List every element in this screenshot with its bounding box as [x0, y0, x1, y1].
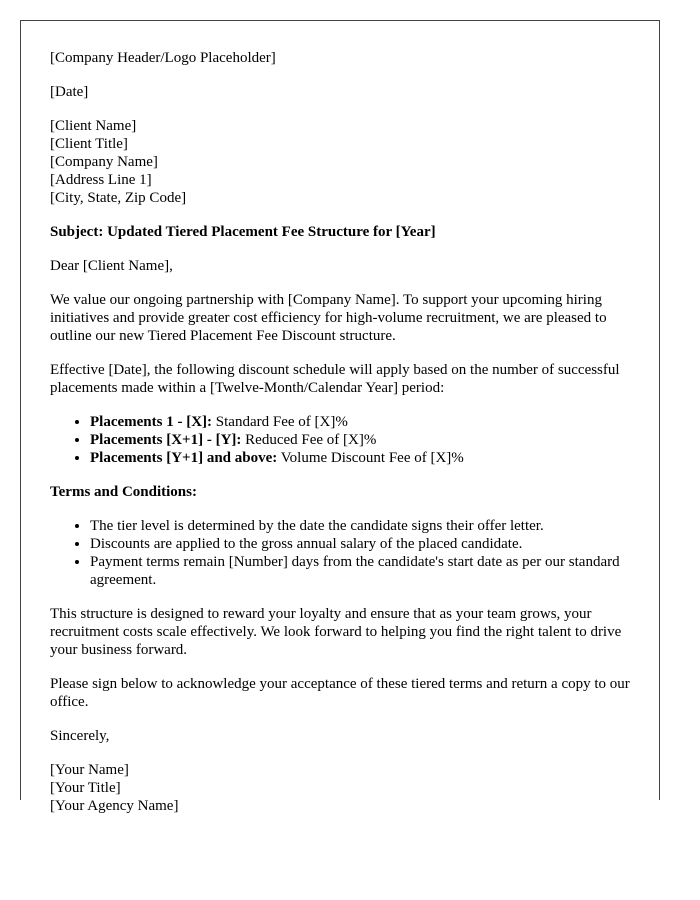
tier-text: Standard Fee of [X]%	[212, 414, 348, 430]
intro-paragraph: We value our ongoing partnership with [Company Name]. To support your upcoming hiring initiatives and provide greater cost efficiency for high-volume recruitment, we are pleased to outline our new Tiered Placement Fee Discount structure.	[50, 292, 607, 344]
recipient-name: [Client Name]	[50, 118, 137, 134]
tier-label: Placements [X+1] - [Y]:	[90, 432, 242, 448]
signature-block	[50, 761, 640, 815]
tier-text: Volume Discount Fee of [X]%	[277, 450, 464, 466]
letter-subject: Subject: Updated Tiered Placement Fee Structure for [Year]	[50, 224, 436, 240]
tier-label: Placements [Y+1] and above:	[90, 450, 278, 466]
recipient-address	[50, 117, 640, 207]
terms-item: • The tier level is determined by the date the candidate signs their offer letter.	[90, 517, 640, 535]
terms-heading: Terms and Conditions:	[50, 484, 197, 500]
letter-page	[20, 20, 660, 814]
sender-agency: [Your Agency Name]	[50, 798, 179, 814]
letter-content	[50, 49, 640, 831]
letter-date: [Date]	[50, 84, 89, 100]
recipient-company: [Company Name]	[50, 154, 158, 170]
tier-item	[90, 413, 640, 431]
closing-paragraph: This structure is designed to reward your loyalty and ensure that as your team grows, your recruitment costs scale effectively. We look forward to helping you find the right talent to drive your business forward.	[50, 606, 622, 658]
recipient-city-state-zip: [City, State, Zip Code]	[50, 190, 187, 206]
salutation: Dear [Client Name],	[50, 258, 173, 274]
tier-text: Reduced Fee of [X]%	[241, 432, 377, 448]
tier-item	[90, 449, 640, 467]
tier-label: Placements 1 - [X]:	[90, 414, 213, 430]
recipient-title: [Client Title]	[50, 136, 128, 152]
company-logo-placeholder: [Company Header/Logo Placeholder]	[50, 50, 276, 66]
tier-list	[50, 413, 640, 467]
schedule-intro-paragraph: Effective [Date], the following discount schedule will apply based on the number of successful placements made within a [Twelve-Month/Calendar Year] period:	[50, 362, 620, 396]
terms-item: • Payment terms remain [Number] days from the candidate's start date as per our standard agreement.	[90, 553, 640, 589]
tier-item	[90, 431, 640, 449]
sender-title: [Your Title]	[50, 780, 121, 796]
terms-item: • Discounts are applied to the gross annual salary of the placed candidate.	[90, 535, 640, 553]
sign-request-paragraph: Please sign below to acknowledge your acceptance of these tiered terms and return a copy to our office.	[50, 676, 630, 710]
recipient-address-line: [Address Line 1]	[50, 172, 152, 188]
sender-name: [Your Name]	[50, 762, 129, 778]
closing-word: Sincerely,	[50, 728, 110, 744]
terms-list	[50, 517, 640, 589]
